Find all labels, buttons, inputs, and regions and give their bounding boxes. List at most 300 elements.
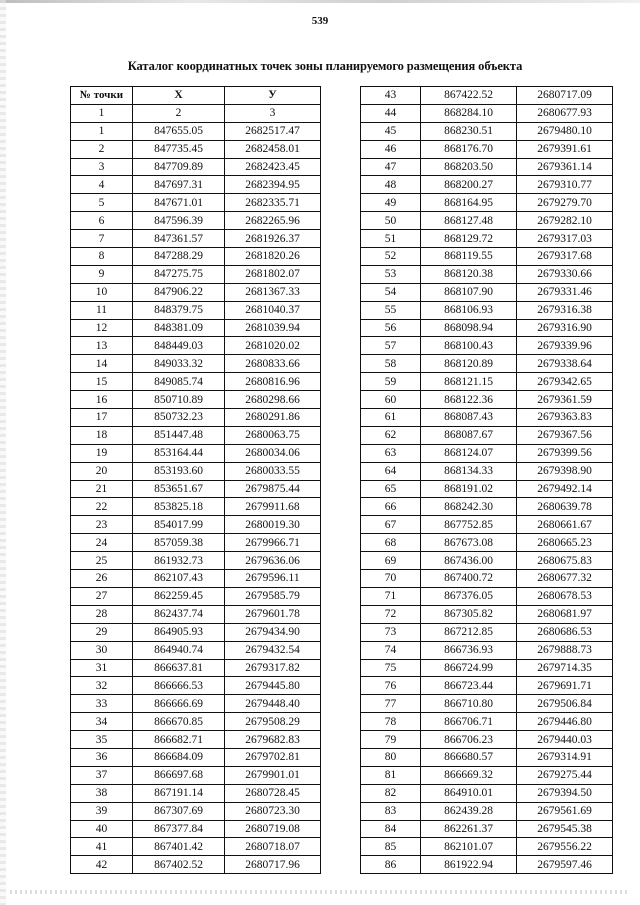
y-coordinate-cell: 2679317.03 — [517, 230, 613, 248]
table-row — [361, 176, 613, 194]
table-row — [71, 426, 321, 444]
y-coordinate-cell: 2679342.65 — [517, 373, 613, 391]
y-coordinate-cell: 2679506.84 — [517, 695, 613, 713]
table-row — [71, 319, 321, 337]
y-coordinate-cell: 2679480.10 — [517, 122, 613, 140]
table-row — [71, 462, 321, 480]
table-row — [361, 104, 613, 122]
point-number-cell: 17 — [71, 409, 133, 427]
table-row — [361, 444, 613, 462]
x-coordinate-cell: 862259.45 — [133, 587, 225, 605]
x-coordinate-cell: 853825.18 — [133, 498, 225, 516]
point-number-cell: 69 — [361, 552, 421, 570]
point-number-cell: 59 — [361, 373, 421, 391]
column-index: 1 — [71, 104, 133, 122]
y-coordinate-cell: 2680661.67 — [517, 516, 613, 534]
x-coordinate-cell: 868120.89 — [421, 355, 517, 373]
y-coordinate-cell: 2679367.56 — [517, 426, 613, 444]
table-row — [361, 623, 613, 641]
x-coordinate-cell: 861922.94 — [421, 856, 517, 874]
table-row — [361, 265, 613, 283]
x-coordinate-cell: 867436.00 — [421, 552, 517, 570]
table-row — [361, 516, 613, 534]
table-row — [71, 623, 321, 641]
table-row — [361, 87, 613, 105]
x-coordinate-cell: 866724.99 — [421, 659, 517, 677]
y-coordinate-cell: 2679585.79 — [225, 587, 321, 605]
x-coordinate-cell: 848449.03 — [133, 337, 225, 355]
point-number-cell: 42 — [71, 856, 133, 874]
table-row — [71, 713, 321, 731]
table-row — [71, 158, 321, 176]
y-coordinate-cell: 2682423.45 — [225, 158, 321, 176]
y-coordinate-cell: 2679317.82 — [225, 659, 321, 677]
x-coordinate-cell: 868106.93 — [421, 301, 517, 319]
y-coordinate-cell: 2680019.30 — [225, 516, 321, 534]
point-number-cell: 18 — [71, 426, 133, 444]
x-coordinate-cell: 868134.33 — [421, 462, 517, 480]
point-number-cell: 63 — [361, 444, 421, 462]
point-number-cell: 35 — [71, 731, 133, 749]
x-coordinate-cell: 867400.72 — [421, 570, 517, 588]
y-coordinate-cell: 2679636.06 — [225, 552, 321, 570]
table-row — [361, 677, 613, 695]
table-row — [71, 784, 321, 802]
point-number-cell: 78 — [361, 713, 421, 731]
table-row — [361, 355, 613, 373]
table-row — [361, 409, 613, 427]
y-coordinate-cell: 2679597.46 — [517, 856, 613, 874]
x-coordinate-cell: 866670.85 — [133, 713, 225, 731]
y-coordinate-cell: 2679446.80 — [517, 713, 613, 731]
point-number-cell: 10 — [71, 283, 133, 301]
x-coordinate-cell: 854017.99 — [133, 516, 225, 534]
x-coordinate-cell: 861932.73 — [133, 552, 225, 570]
x-coordinate-cell: 867402.52 — [133, 856, 225, 874]
y-coordinate-cell: 2680717.96 — [225, 856, 321, 874]
point-number-cell: 44 — [361, 104, 421, 122]
x-coordinate-cell: 866706.23 — [421, 731, 517, 749]
y-coordinate-cell: 2679440.03 — [517, 731, 613, 749]
x-coordinate-cell: 868200.27 — [421, 176, 517, 194]
point-number-cell: 80 — [361, 748, 421, 766]
x-coordinate-cell: 862261.37 — [421, 820, 517, 838]
x-coordinate-cell: 847361.57 — [133, 230, 225, 248]
y-coordinate-cell: 2679445.80 — [225, 677, 321, 695]
table-row — [361, 122, 613, 140]
y-coordinate-cell: 2682458.01 — [225, 140, 321, 158]
y-coordinate-cell: 2679279.70 — [517, 194, 613, 212]
y-coordinate-cell: 2682335.71 — [225, 194, 321, 212]
y-coordinate-cell: 2679398.90 — [517, 462, 613, 480]
x-coordinate-cell: 866710.80 — [421, 695, 517, 713]
table-row — [71, 140, 321, 158]
point-number-cell: 9 — [71, 265, 133, 283]
point-number-cell: 74 — [361, 641, 421, 659]
point-number-cell: 26 — [71, 570, 133, 588]
table-row — [361, 766, 613, 784]
table-row — [71, 498, 321, 516]
y-coordinate-cell: 2680034.06 — [225, 444, 321, 462]
y-coordinate-cell: 2679316.90 — [517, 319, 613, 337]
point-number-cell: 38 — [71, 784, 133, 802]
column-header-point: № точки — [71, 87, 133, 105]
x-coordinate-cell: 868087.67 — [421, 426, 517, 444]
x-coordinate-cell: 868164.95 — [421, 194, 517, 212]
point-number-cell: 19 — [71, 444, 133, 462]
table-row — [361, 731, 613, 749]
point-number-cell: 6 — [71, 212, 133, 230]
x-coordinate-cell: 853651.67 — [133, 480, 225, 498]
table-row — [361, 373, 613, 391]
y-coordinate-cell: 2680723.30 — [225, 802, 321, 820]
x-coordinate-cell: 849033.32 — [133, 355, 225, 373]
table-row — [361, 641, 613, 659]
y-coordinate-cell: 2679545.38 — [517, 820, 613, 838]
y-coordinate-cell: 2679338.64 — [517, 355, 613, 373]
x-coordinate-cell: 853193.60 — [133, 462, 225, 480]
point-number-cell: 24 — [71, 534, 133, 552]
point-number-cell: 40 — [71, 820, 133, 838]
y-coordinate-cell: 2680678.53 — [517, 587, 613, 605]
x-coordinate-cell: 866697.68 — [133, 766, 225, 784]
table-row — [71, 570, 321, 588]
y-coordinate-cell: 2679317.68 — [517, 248, 613, 266]
point-number-cell: 83 — [361, 802, 421, 820]
table-row — [361, 230, 613, 248]
point-number-cell: 27 — [71, 587, 133, 605]
point-number-cell: 3 — [71, 158, 133, 176]
x-coordinate-cell: 868242.30 — [421, 498, 517, 516]
y-coordinate-cell: 2681802.07 — [225, 265, 321, 283]
x-coordinate-cell: 868191.02 — [421, 480, 517, 498]
x-coordinate-cell: 866666.53 — [133, 677, 225, 695]
y-coordinate-cell: 2680681.97 — [517, 605, 613, 623]
x-coordinate-cell: 850710.89 — [133, 391, 225, 409]
table-row — [361, 587, 613, 605]
y-coordinate-cell: 2679561.69 — [517, 802, 613, 820]
table-row — [71, 480, 321, 498]
y-coordinate-cell: 2680298.66 — [225, 391, 321, 409]
x-coordinate-cell: 867752.85 — [421, 516, 517, 534]
table-row — [71, 283, 321, 301]
x-coordinate-cell: 847709.89 — [133, 158, 225, 176]
x-coordinate-cell: 868124.07 — [421, 444, 517, 462]
y-coordinate-cell: 2679888.73 — [517, 641, 613, 659]
table-row — [361, 570, 613, 588]
table-row — [71, 659, 321, 677]
y-coordinate-cell: 2680833.66 — [225, 355, 321, 373]
y-coordinate-cell: 2680063.75 — [225, 426, 321, 444]
x-coordinate-cell: 864910.01 — [421, 784, 517, 802]
scan-edge-bottom — [10, 890, 630, 894]
table-row — [361, 194, 613, 212]
y-coordinate-cell: 2679492.14 — [517, 480, 613, 498]
table-row — [361, 158, 613, 176]
point-number-cell: 45 — [361, 122, 421, 140]
point-number-cell: 82 — [361, 784, 421, 802]
point-number-cell: 49 — [361, 194, 421, 212]
table-row — [71, 212, 321, 230]
y-coordinate-cell: 2679316.38 — [517, 301, 613, 319]
y-coordinate-cell: 2682394.95 — [225, 176, 321, 194]
table-index-row — [71, 104, 321, 122]
point-number-cell: 5 — [71, 194, 133, 212]
x-coordinate-cell: 866723.44 — [421, 677, 517, 695]
x-coordinate-cell: 868127.48 — [421, 212, 517, 230]
x-coordinate-cell: 868122.36 — [421, 391, 517, 409]
table-row — [361, 659, 613, 677]
point-number-cell: 79 — [361, 731, 421, 749]
point-number-cell: 81 — [361, 766, 421, 784]
table-row — [71, 122, 321, 140]
point-number-cell: 72 — [361, 605, 421, 623]
point-number-cell: 21 — [71, 480, 133, 498]
y-coordinate-cell: 2680719.08 — [225, 820, 321, 838]
x-coordinate-cell: 851447.48 — [133, 426, 225, 444]
point-number-cell: 75 — [361, 659, 421, 677]
x-coordinate-cell: 864905.93 — [133, 623, 225, 641]
x-coordinate-cell: 862439.28 — [421, 802, 517, 820]
y-coordinate-cell: 2679596.11 — [225, 570, 321, 588]
x-coordinate-cell: 862107.43 — [133, 570, 225, 588]
point-number-cell: 15 — [71, 373, 133, 391]
point-number-cell: 7 — [71, 230, 133, 248]
point-number-cell: 4 — [71, 176, 133, 194]
y-coordinate-cell: 2679310.77 — [517, 176, 613, 194]
y-coordinate-cell: 2679691.71 — [517, 677, 613, 695]
point-number-cell: 73 — [361, 623, 421, 641]
point-number-cell: 29 — [71, 623, 133, 641]
y-coordinate-cell: 2679682.83 — [225, 731, 321, 749]
table-row — [71, 766, 321, 784]
x-coordinate-cell: 868119.55 — [421, 248, 517, 266]
table-row — [71, 301, 321, 319]
table-row — [361, 426, 613, 444]
point-number-cell: 66 — [361, 498, 421, 516]
point-number-cell: 48 — [361, 176, 421, 194]
table-row — [71, 641, 321, 659]
x-coordinate-cell: 866684.09 — [133, 748, 225, 766]
x-coordinate-cell: 847906.22 — [133, 283, 225, 301]
scan-edge-top — [0, 0, 640, 3]
point-number-cell: 31 — [71, 659, 133, 677]
y-coordinate-cell: 2680717.09 — [517, 87, 613, 105]
y-coordinate-cell: 2680639.78 — [517, 498, 613, 516]
point-number-cell: 58 — [361, 355, 421, 373]
x-coordinate-cell: 867305.82 — [421, 605, 517, 623]
table-row — [361, 140, 613, 158]
table-row — [71, 748, 321, 766]
point-number-cell: 16 — [71, 391, 133, 409]
y-coordinate-cell: 2680665.23 — [517, 534, 613, 552]
x-coordinate-cell: 848379.75 — [133, 301, 225, 319]
point-number-cell: 52 — [361, 248, 421, 266]
x-coordinate-cell: 867377.84 — [133, 820, 225, 838]
table-row — [71, 802, 321, 820]
table-row — [71, 605, 321, 623]
y-coordinate-cell: 2679966.71 — [225, 534, 321, 552]
y-coordinate-cell: 2681820.26 — [225, 248, 321, 266]
y-coordinate-cell: 2679702.81 — [225, 748, 321, 766]
table-row — [71, 337, 321, 355]
point-number-cell: 85 — [361, 838, 421, 856]
y-coordinate-cell: 2681926.37 — [225, 230, 321, 248]
point-number-cell: 13 — [71, 337, 133, 355]
y-coordinate-cell: 2679391.61 — [517, 140, 613, 158]
y-coordinate-cell: 2679399.56 — [517, 444, 613, 462]
y-coordinate-cell: 2679875.44 — [225, 480, 321, 498]
y-coordinate-cell: 2680816.96 — [225, 373, 321, 391]
table-row — [71, 838, 321, 856]
x-coordinate-cell: 867212.85 — [421, 623, 517, 641]
x-coordinate-cell: 866637.81 — [133, 659, 225, 677]
table-row — [361, 337, 613, 355]
x-coordinate-cell: 850732.23 — [133, 409, 225, 427]
y-coordinate-cell: 2682517.47 — [225, 122, 321, 140]
point-number-cell: 70 — [361, 570, 421, 588]
y-coordinate-cell: 2679331.46 — [517, 283, 613, 301]
scan-edge-left — [0, 0, 6, 905]
y-coordinate-cell: 2679911.68 — [225, 498, 321, 516]
y-coordinate-cell: 2679394.50 — [517, 784, 613, 802]
x-coordinate-cell: 868100.43 — [421, 337, 517, 355]
table-row — [71, 230, 321, 248]
point-number-cell: 30 — [71, 641, 133, 659]
x-coordinate-cell: 868107.90 — [421, 283, 517, 301]
point-number-cell: 65 — [361, 480, 421, 498]
x-coordinate-cell: 868284.10 — [421, 104, 517, 122]
column-header-x: Х — [133, 87, 225, 105]
point-number-cell: 8 — [71, 248, 133, 266]
column-index: 2 — [133, 104, 225, 122]
table-row — [71, 248, 321, 266]
x-coordinate-cell: 868121.15 — [421, 373, 517, 391]
point-number-cell: 64 — [361, 462, 421, 480]
y-coordinate-cell: 2682265.96 — [225, 212, 321, 230]
point-number-cell: 46 — [361, 140, 421, 158]
x-coordinate-cell: 847671.01 — [133, 194, 225, 212]
y-coordinate-cell: 2680728.45 — [225, 784, 321, 802]
y-coordinate-cell: 2679275.44 — [517, 766, 613, 784]
table-row — [71, 552, 321, 570]
point-number-cell: 55 — [361, 301, 421, 319]
x-coordinate-cell: 853164.44 — [133, 444, 225, 462]
point-number-cell: 22 — [71, 498, 133, 516]
y-coordinate-cell: 2680686.53 — [517, 623, 613, 641]
table-row — [71, 391, 321, 409]
point-number-cell: 1 — [71, 122, 133, 140]
table-row — [71, 695, 321, 713]
y-coordinate-cell: 2679330.66 — [517, 265, 613, 283]
table-row — [361, 713, 613, 731]
coordinates-table-left — [70, 86, 321, 874]
y-coordinate-cell: 2679601.78 — [225, 605, 321, 623]
y-coordinate-cell: 2679714.35 — [517, 659, 613, 677]
x-coordinate-cell: 862437.74 — [133, 605, 225, 623]
table-row — [361, 856, 613, 874]
x-coordinate-cell: 847697.31 — [133, 176, 225, 194]
point-number-cell: 51 — [361, 230, 421, 248]
y-coordinate-cell: 2679339.96 — [517, 337, 613, 355]
table-row — [71, 534, 321, 552]
table-row — [71, 176, 321, 194]
table-row — [71, 587, 321, 605]
point-number-cell: 36 — [71, 748, 133, 766]
column-index: 3 — [225, 104, 321, 122]
table-row — [361, 605, 613, 623]
x-coordinate-cell: 866669.32 — [421, 766, 517, 784]
y-coordinate-cell: 2679556.22 — [517, 838, 613, 856]
y-coordinate-cell: 2679314.91 — [517, 748, 613, 766]
y-coordinate-cell: 2681367.33 — [225, 283, 321, 301]
point-number-cell: 39 — [71, 802, 133, 820]
point-number-cell: 54 — [361, 283, 421, 301]
table-row — [361, 802, 613, 820]
point-number-cell: 62 — [361, 426, 421, 444]
point-number-cell: 43 — [361, 87, 421, 105]
x-coordinate-cell: 862101.07 — [421, 838, 517, 856]
x-coordinate-cell: 867307.69 — [133, 802, 225, 820]
point-number-cell: 20 — [71, 462, 133, 480]
point-number-cell: 84 — [361, 820, 421, 838]
table-row — [71, 355, 321, 373]
x-coordinate-cell: 867376.05 — [421, 587, 517, 605]
table-row — [361, 212, 613, 230]
point-number-cell: 28 — [71, 605, 133, 623]
y-coordinate-cell: 2679901.01 — [225, 766, 321, 784]
y-coordinate-cell: 2679432.54 — [225, 641, 321, 659]
y-coordinate-cell: 2680718.07 — [225, 838, 321, 856]
y-coordinate-cell: 2679361.59 — [517, 391, 613, 409]
table-row — [361, 784, 613, 802]
table-row — [361, 319, 613, 337]
x-coordinate-cell: 847596.39 — [133, 212, 225, 230]
y-coordinate-cell: 2679434.90 — [225, 623, 321, 641]
table-row — [71, 409, 321, 427]
table-row — [361, 552, 613, 570]
x-coordinate-cell: 847275.75 — [133, 265, 225, 283]
x-coordinate-cell: 867401.42 — [133, 838, 225, 856]
point-number-cell: 14 — [71, 355, 133, 373]
y-coordinate-cell: 2680675.83 — [517, 552, 613, 570]
table-row — [361, 283, 613, 301]
point-number-cell: 33 — [71, 695, 133, 713]
x-coordinate-cell: 866706.71 — [421, 713, 517, 731]
point-number-cell: 34 — [71, 713, 133, 731]
x-coordinate-cell: 868129.72 — [421, 230, 517, 248]
point-number-cell: 2 — [71, 140, 133, 158]
y-coordinate-cell: 2680677.93 — [517, 104, 613, 122]
x-coordinate-cell: 868087.43 — [421, 409, 517, 427]
table-row — [71, 820, 321, 838]
table-row — [361, 695, 613, 713]
table-row — [361, 820, 613, 838]
x-coordinate-cell: 868203.50 — [421, 158, 517, 176]
point-number-cell: 68 — [361, 534, 421, 552]
table-row — [361, 462, 613, 480]
table-row — [71, 856, 321, 874]
y-coordinate-cell: 2679363.83 — [517, 409, 613, 427]
point-number-cell: 57 — [361, 337, 421, 355]
point-number-cell: 53 — [361, 265, 421, 283]
coordinates-table-right — [360, 86, 613, 874]
x-coordinate-cell: 867673.08 — [421, 534, 517, 552]
table-row — [361, 480, 613, 498]
point-number-cell: 23 — [71, 516, 133, 534]
column-header-y: У — [225, 87, 321, 105]
page-title: Каталог координатных точек зоны планируемого размещения объекта — [127, 59, 523, 73]
